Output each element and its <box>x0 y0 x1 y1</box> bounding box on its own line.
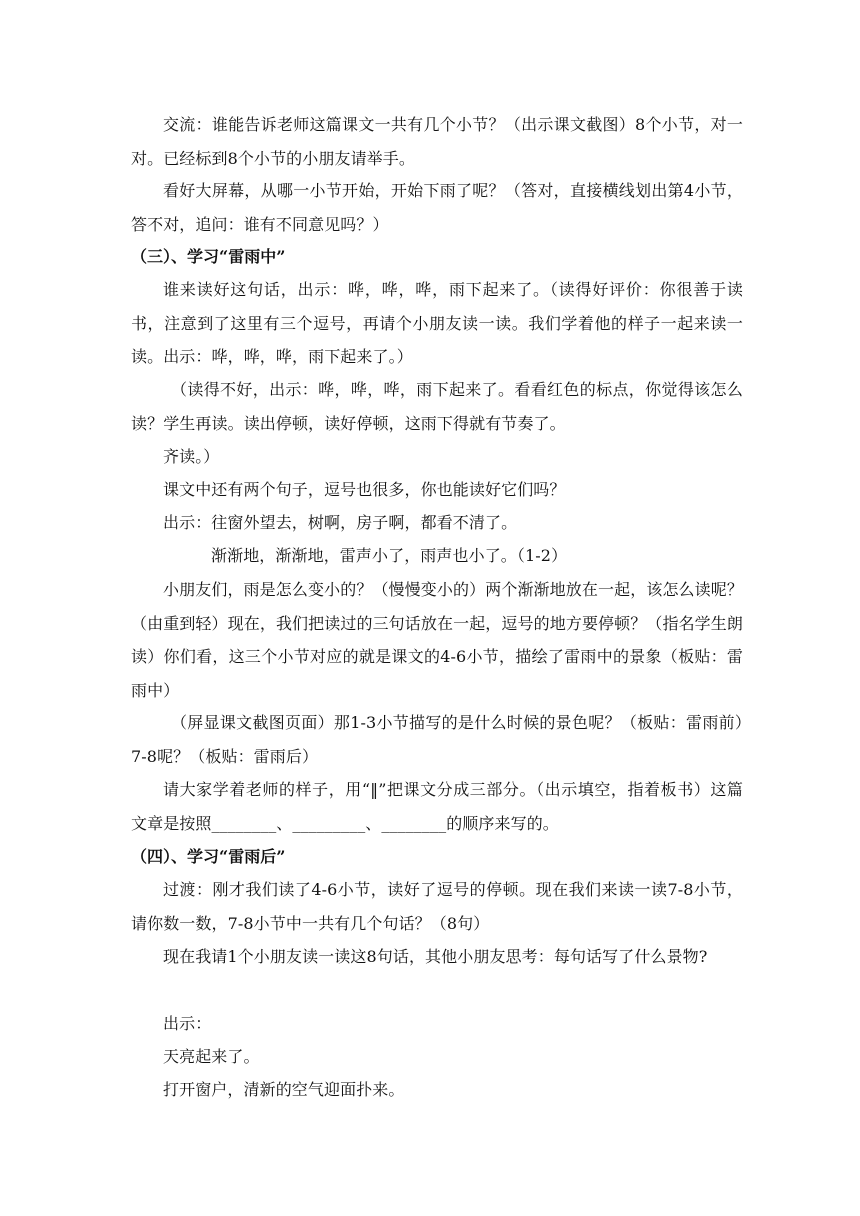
paragraph: 过渡：刚才我们读了4-6小节，读好了逗号的停顿。现在我们来读一读7-8小节，请你数一数，7-8小节中一共有几个句话？（8句） <box>131 880 743 933</box>
paragraph: 看好大屏幕，从哪一小节开始，开始下雨了呢？（答对，直接横线划出第4小节，答不对，追问：谁有不同意见吗？） <box>131 181 743 234</box>
paragraph: 课文中还有两个句子，逗号也很多，你也能读好它们吗？ <box>163 480 566 499</box>
paragraph: 交流：谁能告诉老师这篇课文一共有几个小节？（出示课文截图）8个小节，对一对。已经标到8个小节的小朋友请举手。 <box>131 115 743 168</box>
paragraph: 小朋友们，雨是怎么变小的？（慢慢变小的）两个渐渐地放在一起，该怎么读呢？（由重到轻）现在，我们把读过的三句话放在一起，逗号的地方要停顿？（指名学生朗读）你们看，这三个小节对应的就是课文的4-6小节，描绘了雷雨中的景象（板贴：雷雨中） <box>131 580 743 700</box>
paragraph: 渐渐地，渐渐地，雷声小了，雨声也小了。（1-2） <box>211 546 568 565</box>
section-heading: （四）、学习“雷雨后” <box>131 847 286 866</box>
paragraph: 出示：往窗外望去，树啊，房子啊，都看不清了。 <box>163 513 518 532</box>
paragraph: 打开窗户，清新的空气迎面扑来。 <box>163 1080 405 1099</box>
paragraph: （读得不好，出示：哗，哗，哗，雨下起来了。看看红色的标点，你觉得该怎么读？学生再读。读出停顿，读好停顿，这雨下得就有节奏了。 <box>131 380 743 433</box>
paragraph: 齐读。） <box>163 447 220 466</box>
paragraph: （屏显课文截图页面）那1-3小节描写的是什么时候的景色呢？（板贴：雷雨前）7-8呢？（板贴：雷雨后） <box>131 713 743 766</box>
paragraph: 现在我请1个小朋友读一读这8句话，其他小朋友思考：每句话写了什么景物? <box>163 947 708 966</box>
paragraph: 请大家学着老师的样子，用“‖”把课文分成三部分。（出示填空，指着板书）这篇文章是按照________、_________、________的顺序来写的。 <box>131 780 743 833</box>
section-heading: （三）、学习“雷雨中” <box>131 247 286 266</box>
paragraph: 谁来读好这句话，出示：哗，哗，哗，雨下起来了。（读得好评价：你很善于读书，注意到了这里有三个逗号，再请个小朋友读一读。我们学着他的样子一起来读一读。出示：哗，哗，哗，雨下起来了。） <box>131 280 743 366</box>
paragraph: 天亮起来了。 <box>163 1047 260 1066</box>
paragraph: 出示： <box>163 1014 212 1033</box>
